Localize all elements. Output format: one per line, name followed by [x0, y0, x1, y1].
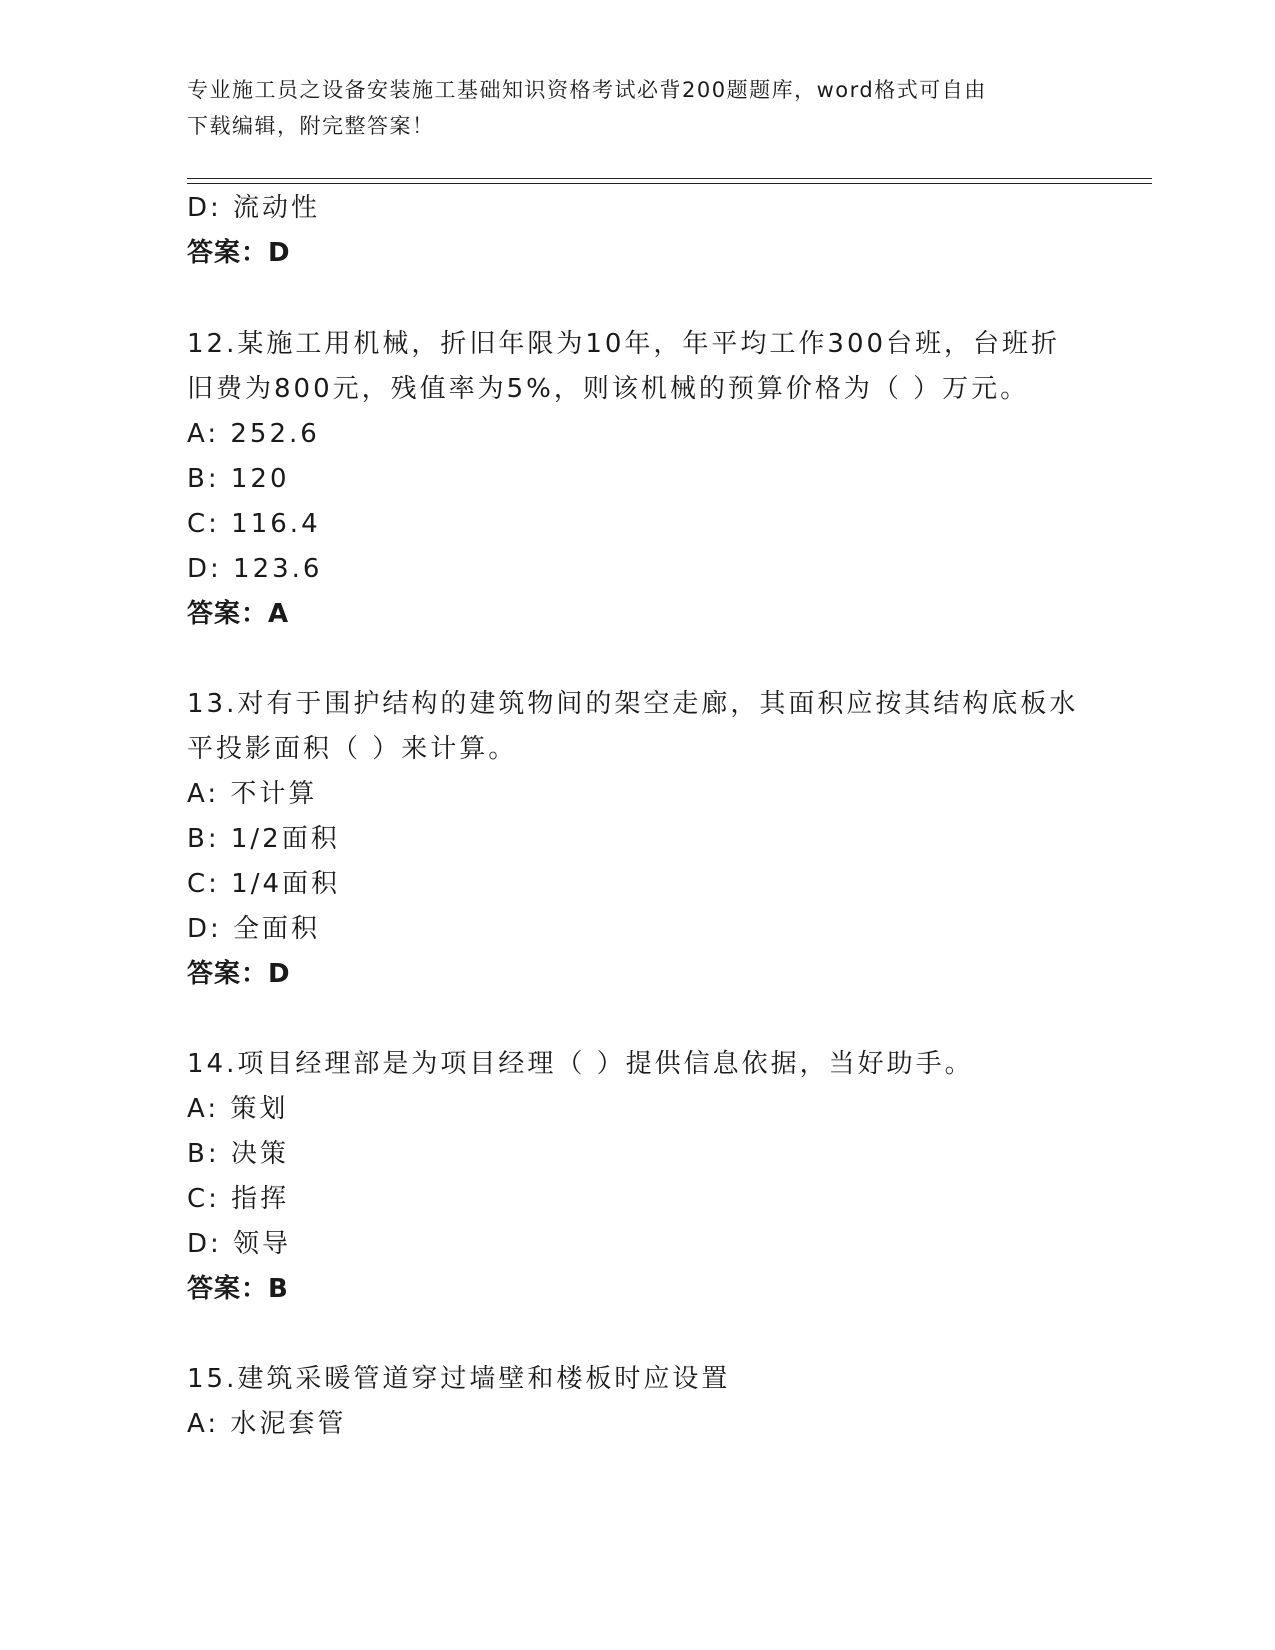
prev-answer: 答案：D — [187, 238, 291, 268]
answer: 答案：A — [187, 599, 290, 629]
document-header — [187, 72, 1087, 144]
header-line-2: 下载编辑，附完整答案！ — [187, 114, 435, 138]
header-divider-top — [187, 178, 1152, 179]
question-stem-line-2: 平投影面积（ ）来计算。 — [187, 734, 518, 764]
question-stem-line-1: 12.某施工用机械，折旧年限为10年，年平均工作300台班，台班折 — [187, 329, 1061, 359]
option-b: B: 1/2面积 — [187, 824, 340, 854]
option-c: C: 116.4 — [187, 509, 321, 539]
header-line-1: 专业施工员之设备安装施工基础知识资格考试必背200题题库，word格式可自由 — [187, 78, 987, 102]
prev-option-d: D: 流动性 — [187, 193, 321, 223]
question-stem-line-1: 14.项目经理部是为项目经理（ ）提供信息依据，当好助手。 — [187, 1049, 974, 1079]
question-stem-line-1: 15.建筑采暖管道穿过墙壁和楼板时应设置 — [187, 1364, 731, 1394]
option-d: D: 123.6 — [187, 554, 323, 584]
question-stem-line-1: 13.对有于围护结构的建筑物间的架空走廊，其面积应按其结构底板水 — [187, 689, 1079, 719]
option-a: A: 水泥套管 — [187, 1409, 347, 1439]
option-c: C: 1/4面积 — [187, 869, 341, 899]
option-b: B: 决策 — [187, 1139, 289, 1169]
option-b: B: 120 — [187, 464, 290, 494]
option-d: D: 领导 — [187, 1229, 292, 1259]
option-d: D: 全面积 — [187, 914, 321, 944]
answer: 答案：B — [187, 1274, 289, 1304]
option-a: A: 策划 — [187, 1094, 289, 1124]
option-c: C: 指挥 — [187, 1184, 290, 1214]
option-a: A: 252.6 — [187, 419, 320, 449]
question-stem-line-2: 旧费为800元，残值率为5%，则该机械的预算价格为（ ）万元。 — [187, 374, 1030, 404]
header-divider-bottom — [187, 183, 1152, 184]
option-a: A: 不计算 — [187, 779, 318, 809]
answer: 答案：D — [187, 959, 291, 989]
